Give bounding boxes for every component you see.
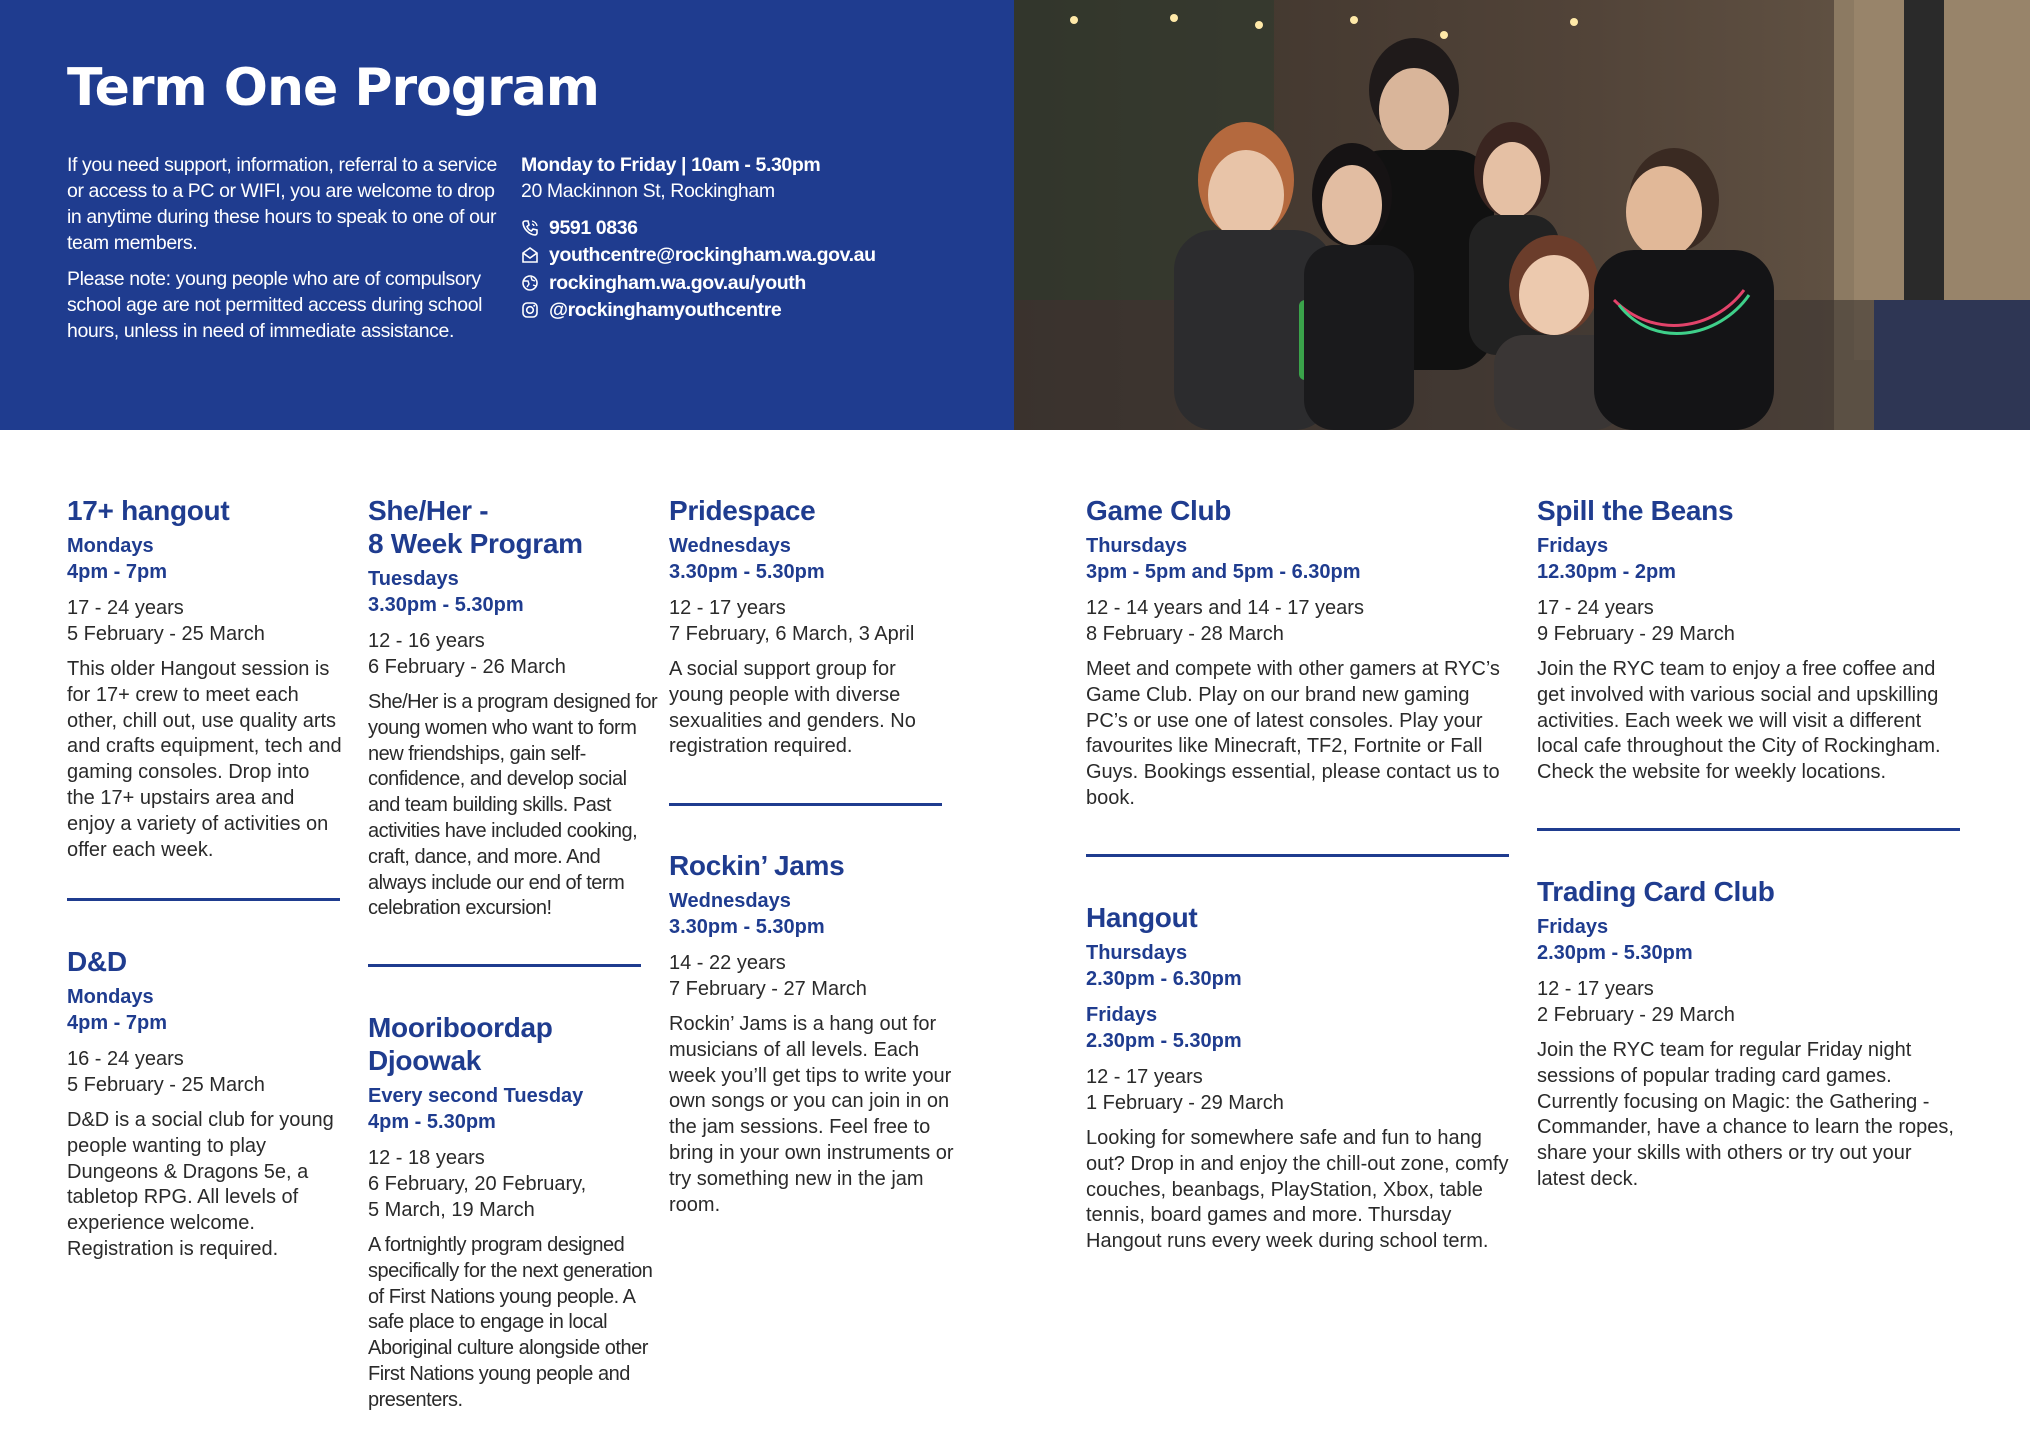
program-title-line-1: She/Her - — [368, 495, 489, 526]
program-ages: 17 - 24 years — [1537, 597, 1654, 619]
group-photo — [1014, 0, 2030, 430]
email-icon — [521, 246, 539, 264]
program-spill-the-beans — [1537, 494, 1962, 786]
program-game-club — [1086, 494, 1511, 812]
program-day-2: Fridays — [1086, 1004, 1158, 1026]
program-dates: 8 February - 28 March — [1086, 623, 1284, 645]
program-ages: 12 - 17 years — [1086, 1066, 1203, 1088]
program-time: 2.30pm - 5.30pm — [1537, 942, 1693, 964]
program-dates: 9 February - 29 March — [1537, 623, 1735, 645]
program-dates: 1 February - 29 March — [1086, 1092, 1284, 1114]
program-title: Trading Card Club — [1537, 876, 1775, 907]
program-description: A social support group for young people with diverse sexualities and genders. No registration required. — [669, 658, 916, 758]
intro-note: Please note: young people who are of compulsory school age are not permitted access during school hours, unless in need of immediate assistance. — [67, 268, 483, 342]
program-time: 4pm - 5.30pm — [368, 1111, 496, 1133]
program-ages: 12 - 17 years — [1537, 978, 1654, 1000]
instagram-handle: @rockinghamyouthcentre — [549, 299, 782, 322]
program-dates: 7 February - 27 March — [669, 978, 867, 1000]
program-description: Join the RYC team for regular Friday night sessions of popular trading card games. Currently focusing on Magic: the Gathering - Commander, have a chance to learn the ropes, share your skills with others or try out your latest deck. — [1537, 1039, 1954, 1190]
section-divider — [67, 898, 340, 901]
program-title: 17+ hangout — [67, 495, 230, 526]
program-trading-card-club — [1537, 875, 1962, 1193]
program-title: Game Club — [1086, 495, 1232, 526]
program-time: 3.30pm - 5.30pm — [368, 594, 524, 616]
program-mooriboordap-djoowak — [368, 1011, 663, 1414]
program-ages: 12 - 18 years — [368, 1147, 485, 1169]
program-title: Mooriboordap Djoowak — [368, 1012, 553, 1076]
program-title: Hangout — [1086, 902, 1198, 933]
program-ages: 16 - 24 years — [67, 1048, 184, 1070]
program-time: 3.30pm - 5.30pm — [669, 916, 825, 938]
program-time: 12.30pm - 2pm — [1537, 561, 1676, 583]
section-divider — [368, 964, 641, 967]
program-pridespace — [669, 494, 954, 760]
intro-text — [67, 152, 497, 354]
program-day: Fridays — [1537, 535, 1609, 557]
program-day: Fridays — [1537, 916, 1609, 938]
website-link: rockingham.wa.gov.au/youth — [549, 271, 806, 294]
program-time: 3pm - 5pm and 5pm - 6.30pm — [1086, 561, 1361, 583]
program-dates: 5 February - 25 March — [67, 623, 265, 645]
program-title-line-2: 8 Week Program — [368, 528, 583, 559]
program-description: Join the RYC team to enjoy a free coffee and get involved with various social and upskilling activities. Each week we will visit a different local cafe throughout the City of Rockingham. Check the website for weekly locations. — [1537, 658, 1941, 784]
group-photo-illustration — [1014, 0, 2030, 430]
program-time-2: 2.30pm - 5.30pm — [1086, 1030, 1242, 1052]
program-day: Mondays — [67, 535, 154, 557]
program-time: 4pm - 7pm — [67, 1012, 168, 1034]
instagram-row[interactable] — [521, 297, 1001, 325]
program-description: D&D is a social club for young people wanting to play Dungeons & Dragons 5e, a tabletop RPG. All levels of experience welcome. Registration is required. — [67, 1109, 334, 1260]
program-time: 4pm - 7pm — [67, 561, 168, 583]
program-dates: 6 February - 26 March — [368, 656, 566, 678]
program-description: She/Her is a program designed for young women who want to form new friendships, gain self-confidence, and develop social and team building skills. Past activities have included cooking, craft, dance, and more. And always include our end of term celebration excursion! — [368, 691, 658, 920]
program-dnd — [67, 945, 342, 1263]
program-sheher — [368, 494, 658, 922]
program-title — [368, 494, 658, 560]
phone-icon — [521, 219, 539, 237]
email-link: youthcentre@rockingham.wa.gov.au — [549, 244, 876, 267]
program-time: 3.30pm - 5.30pm — [669, 561, 825, 583]
program-title: Spill the Beans — [1537, 495, 1734, 526]
program-description: Looking for somewhere safe and fun to hang out? Drop in and enjoy the chill-out zone, comfy couches, beanbags, PlayStation, Xbox, table tennis, board games and more. Thursday Hangout runs every week during school term. — [1086, 1127, 1509, 1253]
phone-row[interactable] — [521, 214, 1001, 242]
opening-hours: Monday to Friday | 10am - 5.30pm — [521, 154, 821, 176]
program-ages: 17 - 24 years — [67, 597, 184, 619]
program-title: D&D — [67, 946, 127, 977]
program-dates: 2 February - 29 March — [1537, 1004, 1735, 1026]
program-time: 2.30pm - 6.30pm — [1086, 968, 1242, 990]
program-day: Thursdays — [1086, 942, 1188, 964]
program-day: Tuesdays — [368, 568, 459, 590]
program-rockin-jams — [669, 849, 954, 1218]
program-dates: 5 February - 25 March — [67, 1074, 265, 1096]
email-row[interactable] — [521, 242, 1001, 270]
program-dates: 6 February, 20 February, — [368, 1173, 587, 1195]
program-title: Pridespace — [669, 495, 816, 526]
section-divider — [1537, 828, 1960, 831]
program-day: Mondays — [67, 986, 154, 1008]
section-divider — [669, 803, 942, 806]
program-title: Rockin’ Jams — [669, 850, 845, 881]
contact-block — [521, 152, 1001, 324]
intro-paragraph: If you need support, information, referral to a service or access to a PC or WIFI, you are welcome to drop in anytime during these hours to speak to one of our team members. — [67, 154, 497, 254]
program-day: Thursdays — [1086, 535, 1188, 557]
program-hangout — [1086, 901, 1511, 1255]
program-description: This older Hangout session is for 17+ crew to meet each other, chill out, use quality arts and crafts equipment, tech and gaming consoles. Drop into the 17+ upstairs area and enjoy a variety of activities on offer each week. — [67, 658, 342, 861]
program-ages: 14 - 22 years — [669, 952, 786, 974]
website-row[interactable] — [521, 269, 1001, 297]
program-17plus-hangout — [67, 494, 342, 863]
program-description: Rockin’ Jams is a hang out for musicians of all levels. Each week you’ll get tips to write your own songs or you can join in on the jam sessions. Feel free to bring in your own instruments or try something new in the jam room. — [669, 1013, 954, 1216]
phone-number: 9591 0836 — [549, 216, 638, 239]
program-day: Every second Tuesday — [368, 1085, 584, 1107]
page-title: Term One Program — [67, 58, 599, 118]
header-banner — [0, 0, 1014, 430]
address: 20 Mackinnon St, Rockingham — [521, 180, 775, 202]
program-dates-continued: 5 March, 19 March — [368, 1199, 535, 1221]
globe-icon — [521, 274, 539, 292]
program-description: A fortnightly program designed specifically for the next generation of First Nations young people. A safe place to engage in local Aboriginal culture alongside other First Nations young people and presenters. — [368, 1234, 653, 1411]
program-day: Wednesdays — [669, 890, 791, 912]
section-divider — [1086, 854, 1509, 857]
instagram-icon — [521, 301, 539, 319]
program-day: Wednesdays — [669, 535, 791, 557]
program-ages: 12 - 14 years and 14 - 17 years — [1086, 597, 1364, 619]
program-description: Meet and compete with other gamers at RYC’s Game Club. Play on our brand new gaming PC’s or use one of latest consoles. Play your favourites like Minecraft, TF2, Fortnite or Fall Guys. Bookings essential, please contact us to book. — [1086, 658, 1500, 809]
program-dates: 7 February, 6 March, 3 April — [669, 623, 915, 645]
program-ages: 12 - 16 years — [368, 630, 485, 652]
program-ages: 12 - 17 years — [669, 597, 786, 619]
